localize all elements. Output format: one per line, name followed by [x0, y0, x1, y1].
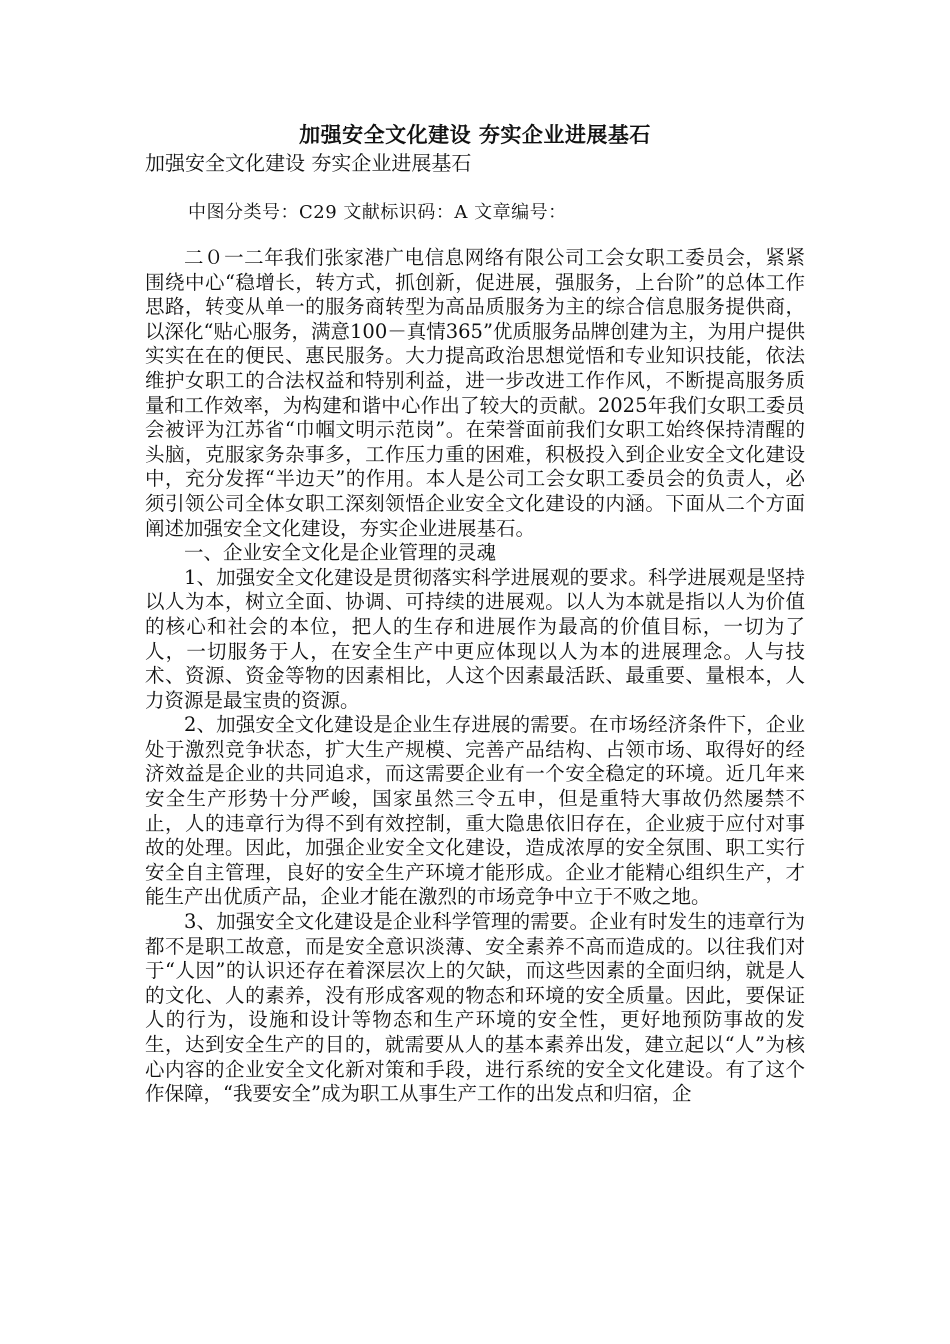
paragraph-point-2: 2、加强安全文化建设是企业生存进展的需要。在市场经济条件下，企业处于激烈竞争状态，扩大生产规模、完善产品结构、占领市场、取得好的经济效益是企业的共同追求，而这需要企业有一个安全稳定的环境。近几年来安全生产形势十分严峻，国家虽然三令五申，但是重特大事故仍然屡禁不止，人的违章行为得不到有效控制，重大隐患依旧存在，企业疲于应付对事故的处理。因此，加强企业安全文化建设，造成浓厚的安全氛围、职工实行安全自主管理，良好的安全生产环境才能形成。企业才能精心组织生产，才能生产出优质产品，企业才能在激烈的市场竞争中立于不败之地。 [145, 713, 805, 909]
document-body [145, 246, 805, 1107]
paragraph-point-3: 3、加强安全文化建设是企业科学管理的需要。企业有时发生的违章行为都不是职工故意，而是安全意识淡薄、安全素养不高而造成的。以往我们对于“人因”的认识还存在着深层次上的欠缺，而这些因素的全面归纳，就是人的文化、人的素养，没有形成客观的物态和环境的安全质量。因此，要保证人的行为，设施和设计等物态和生产环境的安全性，更好地预防事故的发生，达到安全生产的目的，就需要从人的基本素养出发，建立起以“人”为核心内容的企业安全文化新对策和手段，进行系统的安全文化建设。有了这个作保障，“我要安全”成为职工从事生产工作的出发点和归宿，企 [145, 910, 805, 1106]
classification-line: 中图分类号：C29 文献标识码：A 文章编号： [188, 202, 567, 223]
paragraph-intro: 二０一二年我们张家港广电信息网络有限公司工会女职工委员会，紧紧围绕中心“稳增长，转方式，抓创新，促进展，强服务，上台阶”的总体工作思路，转变从单一的服务商转型为高品质服务为主的综合信息服务提供商，以深化“贴心服务，满意100－真情365”优质服务品牌创建为主，为用户提供实实在在的便民、惠民服务。大力提高政治思想觉悟和专业知识技能，依法维护女职工的合法权益和特别利益，进一步改进工作作风，不断提高服务质量和工作效率，为构建和谐中心作出了较大的贡献。2025年我们女职工委员会被评为江苏省“巾帼文明示范岗”。在荣誉面前我们女职工始终保持清醒的头脑，克服家务杂事多，工作压力重的困难，积极投入到企业安全文化建设中，充分发挥“半边天”的作用。本人是公司工会女职工委员会的负责人，必须引领公司全体女职工深刻领悟企业安全文化建设的内涵。下面从二个方面阐述加强安全文化建设，夯实企业进展基石。 [145, 246, 805, 540]
section-heading: 一、企业安全文化是企业管理的灵魂 [184, 541, 497, 565]
paragraph-point-1: 1、加强安全文化建设是贯彻落实科学进展观的要求。科学进展观是坚持以人为本，树立全面、协调、可持续的进展观。以人为本就是指以人为价值的核心和社会的本位，把人的生存和进展作为最高的价值目标，一切为了人，一切服务于人，在安全生产中更应体现以人为本的进展理念。人与技术、资源、资金等物的因素相比，人这个因素最活跃、最重要、量根本，人力资源是最宝贵的资源。 [145, 565, 805, 712]
document-subtitle: 加强安全文化建设 夯实企业进展基石 [145, 151, 472, 175]
document-title: 加强安全文化建设 夯实企业进展基石 [299, 122, 651, 147]
